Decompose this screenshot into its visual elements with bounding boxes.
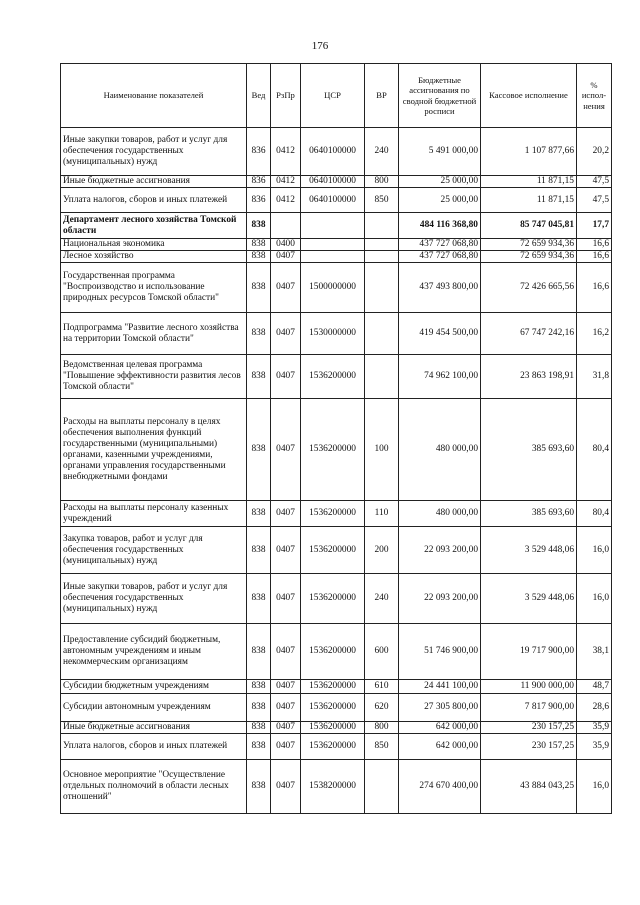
cell-cash: 11 900 000,00 xyxy=(481,680,577,694)
cell-ved: 838 xyxy=(247,399,271,501)
cell-ved: 838 xyxy=(247,313,271,355)
cell-cash: 385 693,60 xyxy=(481,501,577,527)
cell-budget: 274 670 400,00 xyxy=(399,760,481,814)
header-ved: Вед xyxy=(247,64,271,128)
cell-rzpr: 0407 xyxy=(271,527,301,574)
cell-csr xyxy=(301,251,365,263)
cell-vr xyxy=(365,760,399,814)
cell-vr: 200 xyxy=(365,527,399,574)
cell-vr: 110 xyxy=(365,501,399,527)
cell-name: Уплата налогов, сборов и иных платежей xyxy=(61,188,247,213)
cell-budget: 484 116 368,80 xyxy=(399,213,481,239)
cell-name: Иные закупки товаров, работ и услуг для обеспечения государственных (муниципальных) нужд xyxy=(61,128,247,176)
cell-rzpr: 0407 xyxy=(271,680,301,694)
cell-ved: 838 xyxy=(247,239,271,251)
cell-ved: 838 xyxy=(247,527,271,574)
cell-name: Иные закупки товаров, работ и услуг для обеспечения государственных (муниципальных) нужд xyxy=(61,574,247,624)
cell-pct: 80,4 xyxy=(577,399,612,501)
cell-budget: 5 491 000,00 xyxy=(399,128,481,176)
cell-ved: 838 xyxy=(247,355,271,399)
header-pct: % испол-нения xyxy=(577,64,612,128)
cell-vr xyxy=(365,355,399,399)
cell-ved: 838 xyxy=(247,760,271,814)
cell-pct: 16,6 xyxy=(577,251,612,263)
table-row xyxy=(61,251,612,263)
cell-csr: 1500000000 xyxy=(301,263,365,313)
cell-name: Основное мероприятие "Осуществление отдельных полномочий в области лесных отношений" xyxy=(61,760,247,814)
cell-rzpr xyxy=(271,213,301,239)
cell-cash: 67 747 242,16 xyxy=(481,313,577,355)
cell-cash: 72 659 934,36 xyxy=(481,251,577,263)
table-row xyxy=(61,176,612,188)
cell-csr: 1536200000 xyxy=(301,624,365,680)
cell-budget: 437 727 068,80 xyxy=(399,251,481,263)
cell-cash: 3 529 448,06 xyxy=(481,574,577,624)
cell-name: Департамент лесного хозяйства Томской области xyxy=(61,213,247,239)
cell-rzpr: 0407 xyxy=(271,734,301,760)
cell-pct: 17,7 xyxy=(577,213,612,239)
cell-name: Иные бюджетные ассигнования xyxy=(61,722,247,734)
cell-csr: 0640100000 xyxy=(301,128,365,176)
cell-rzpr: 0412 xyxy=(271,128,301,176)
cell-budget: 419 454 500,00 xyxy=(399,313,481,355)
cell-name: Субсидии бюджетным учреждениям xyxy=(61,680,247,694)
cell-pct: 20,2 xyxy=(577,128,612,176)
cell-pct: 47,5 xyxy=(577,176,612,188)
cell-ved: 838 xyxy=(247,722,271,734)
cell-rzpr: 0407 xyxy=(271,501,301,527)
cell-budget: 642 000,00 xyxy=(399,734,481,760)
cell-cash: 3 529 448,06 xyxy=(481,527,577,574)
cell-cash: 230 157,25 xyxy=(481,734,577,760)
cell-csr: 1536200000 xyxy=(301,722,365,734)
cell-vr: 850 xyxy=(365,734,399,760)
cell-csr: 1530000000 xyxy=(301,313,365,355)
cell-vr xyxy=(365,213,399,239)
cell-vr: 600 xyxy=(365,624,399,680)
cell-csr: 1536200000 xyxy=(301,501,365,527)
cell-csr: 1538200000 xyxy=(301,760,365,814)
cell-rzpr: 0407 xyxy=(271,624,301,680)
cell-vr xyxy=(365,239,399,251)
table-row xyxy=(61,574,612,624)
cell-csr: 1536200000 xyxy=(301,680,365,694)
cell-budget: 437 493 800,00 xyxy=(399,263,481,313)
cell-budget: 25 000,00 xyxy=(399,188,481,213)
cell-csr xyxy=(301,239,365,251)
cell-ved: 838 xyxy=(247,213,271,239)
cell-budget: 437 727 068,80 xyxy=(399,239,481,251)
cell-name: Уплата налогов, сборов и иных платежей xyxy=(61,734,247,760)
header-vr: ВР xyxy=(365,64,399,128)
table-row xyxy=(61,239,612,251)
cell-budget: 74 962 100,00 xyxy=(399,355,481,399)
cell-pct: 16,0 xyxy=(577,527,612,574)
cell-budget: 480 000,00 xyxy=(399,399,481,501)
cell-name: Ведомственная целевая программа "Повышение эффективности развития лесов Томской области" xyxy=(61,355,247,399)
cell-name: Субсидии автономным учреждениям xyxy=(61,694,247,722)
cell-vr: 610 xyxy=(365,680,399,694)
table-row xyxy=(61,694,612,722)
cell-cash: 11 871,15 xyxy=(481,188,577,213)
cell-budget: 642 000,00 xyxy=(399,722,481,734)
cell-ved: 838 xyxy=(247,574,271,624)
cell-ved: 838 xyxy=(247,680,271,694)
cell-name: Иные бюджетные ассигнования xyxy=(61,176,247,188)
header-name: Наименование показателей xyxy=(61,64,247,128)
cell-ved: 838 xyxy=(247,263,271,313)
cell-cash: 7 817 900,00 xyxy=(481,694,577,722)
cell-ved: 836 xyxy=(247,176,271,188)
cell-vr: 800 xyxy=(365,722,399,734)
table-row xyxy=(61,722,612,734)
cell-ved: 838 xyxy=(247,624,271,680)
cell-cash: 72 426 665,56 xyxy=(481,263,577,313)
table-row xyxy=(61,501,612,527)
cell-budget: 25 000,00 xyxy=(399,176,481,188)
cell-vr: 240 xyxy=(365,128,399,176)
cell-vr: 620 xyxy=(365,694,399,722)
cell-csr: 0640100000 xyxy=(301,176,365,188)
cell-ved: 838 xyxy=(247,694,271,722)
cell-ved: 838 xyxy=(247,251,271,263)
cell-name: Закупка товаров, работ и услуг для обеспечения государственных (муниципальных) нужд xyxy=(61,527,247,574)
cell-pct: 35,9 xyxy=(577,722,612,734)
cell-vr xyxy=(365,251,399,263)
cell-name: Расходы на выплаты персоналу в целях обеспечения выполнения функций государственными (муниципальными) органами, казенными учреждениями, органами управления государственными внебюджетными фондами xyxy=(61,399,247,501)
cell-csr: 1536200000 xyxy=(301,694,365,722)
table-row xyxy=(61,624,612,680)
table-row xyxy=(61,313,612,355)
cell-cash: 43 884 043,25 xyxy=(481,760,577,814)
cell-rzpr: 0407 xyxy=(271,313,301,355)
table-row xyxy=(61,263,612,313)
cell-pct: 16,0 xyxy=(577,760,612,814)
cell-csr: 0640100000 xyxy=(301,188,365,213)
cell-vr: 240 xyxy=(365,574,399,624)
table-row xyxy=(61,355,612,399)
cell-rzpr: 0412 xyxy=(271,176,301,188)
cell-pct: 31,8 xyxy=(577,355,612,399)
cell-pct: 16,2 xyxy=(577,313,612,355)
cell-csr: 1536200000 xyxy=(301,355,365,399)
cell-rzpr: 0400 xyxy=(271,239,301,251)
table-row xyxy=(61,680,612,694)
cell-budget: 51 746 900,00 xyxy=(399,624,481,680)
cell-rzpr: 0407 xyxy=(271,694,301,722)
cell-cash: 230 157,25 xyxy=(481,722,577,734)
cell-rzpr: 0407 xyxy=(271,399,301,501)
cell-name: Предоставление субсидий бюджетным, автономным учреждениям и иным некоммерческим организациям xyxy=(61,624,247,680)
cell-csr: 1536200000 xyxy=(301,527,365,574)
cell-csr: 1536200000 xyxy=(301,399,365,501)
cell-rzpr: 0407 xyxy=(271,251,301,263)
cell-pct: 16,0 xyxy=(577,574,612,624)
cell-vr: 850 xyxy=(365,188,399,213)
cell-csr: 1536200000 xyxy=(301,734,365,760)
cell-rzpr: 0407 xyxy=(271,263,301,313)
cell-name: Расходы на выплаты персоналу казенных учреждений xyxy=(61,501,247,527)
cell-ved: 838 xyxy=(247,501,271,527)
cell-name: Подпрограмма "Развитие лесного хозяйства на территории Томской области" xyxy=(61,313,247,355)
cell-pct: 35,9 xyxy=(577,734,612,760)
cell-budget: 27 305 800,00 xyxy=(399,694,481,722)
cell-rzpr: 0407 xyxy=(271,574,301,624)
cell-pct: 16,6 xyxy=(577,263,612,313)
header-csr: ЦСР xyxy=(301,64,365,128)
cell-vr: 100 xyxy=(365,399,399,501)
cell-cash: 1 107 877,66 xyxy=(481,128,577,176)
cell-ved: 836 xyxy=(247,128,271,176)
table-row xyxy=(61,527,612,574)
table-row xyxy=(61,760,612,814)
table-header-row xyxy=(61,64,612,128)
cell-rzpr: 0407 xyxy=(271,760,301,814)
cell-pct: 28,6 xyxy=(577,694,612,722)
cell-cash: 11 871,15 xyxy=(481,176,577,188)
table-row xyxy=(61,188,612,213)
cell-budget: 22 093 200,00 xyxy=(399,527,481,574)
cell-cash: 19 717 900,00 xyxy=(481,624,577,680)
cell-ved: 838 xyxy=(247,734,271,760)
cell-csr: 1536200000 xyxy=(301,574,365,624)
cell-name: Лесное хозяйство xyxy=(61,251,247,263)
cell-vr xyxy=(365,313,399,355)
cell-cash: 385 693,60 xyxy=(481,399,577,501)
cell-pct: 47,5 xyxy=(577,188,612,213)
header-cash: Кассовое исполнение xyxy=(481,64,577,128)
cell-pct: 80,4 xyxy=(577,501,612,527)
table-row xyxy=(61,128,612,176)
cell-pct: 48,7 xyxy=(577,680,612,694)
budget-execution-table xyxy=(60,63,612,814)
header-rzpr: РзПр xyxy=(271,64,301,128)
cell-csr xyxy=(301,213,365,239)
cell-vr: 800 xyxy=(365,176,399,188)
cell-name: Государственная программа "Воспроизводство и использование природных ресурсов Томской области" xyxy=(61,263,247,313)
cell-cash: 72 659 934,36 xyxy=(481,239,577,251)
page-number: 176 xyxy=(311,40,329,52)
cell-vr xyxy=(365,263,399,313)
cell-cash: 85 747 045,81 xyxy=(481,213,577,239)
cell-rzpr: 0407 xyxy=(271,722,301,734)
cell-budget: 24 441 100,00 xyxy=(399,680,481,694)
cell-rzpr: 0407 xyxy=(271,355,301,399)
header-budget: Бюджетные ассигнования по сводной бюджетной росписи xyxy=(399,64,481,128)
cell-cash: 23 863 198,91 xyxy=(481,355,577,399)
cell-pct: 38,1 xyxy=(577,624,612,680)
cell-name: Национальная экономика xyxy=(61,239,247,251)
cell-rzpr: 0412 xyxy=(271,188,301,213)
table-row xyxy=(61,213,612,239)
cell-budget: 22 093 200,00 xyxy=(399,574,481,624)
cell-ved: 836 xyxy=(247,188,271,213)
table-row xyxy=(61,399,612,501)
cell-budget: 480 000,00 xyxy=(399,501,481,527)
table-row xyxy=(61,734,612,760)
cell-pct: 16,6 xyxy=(577,239,612,251)
